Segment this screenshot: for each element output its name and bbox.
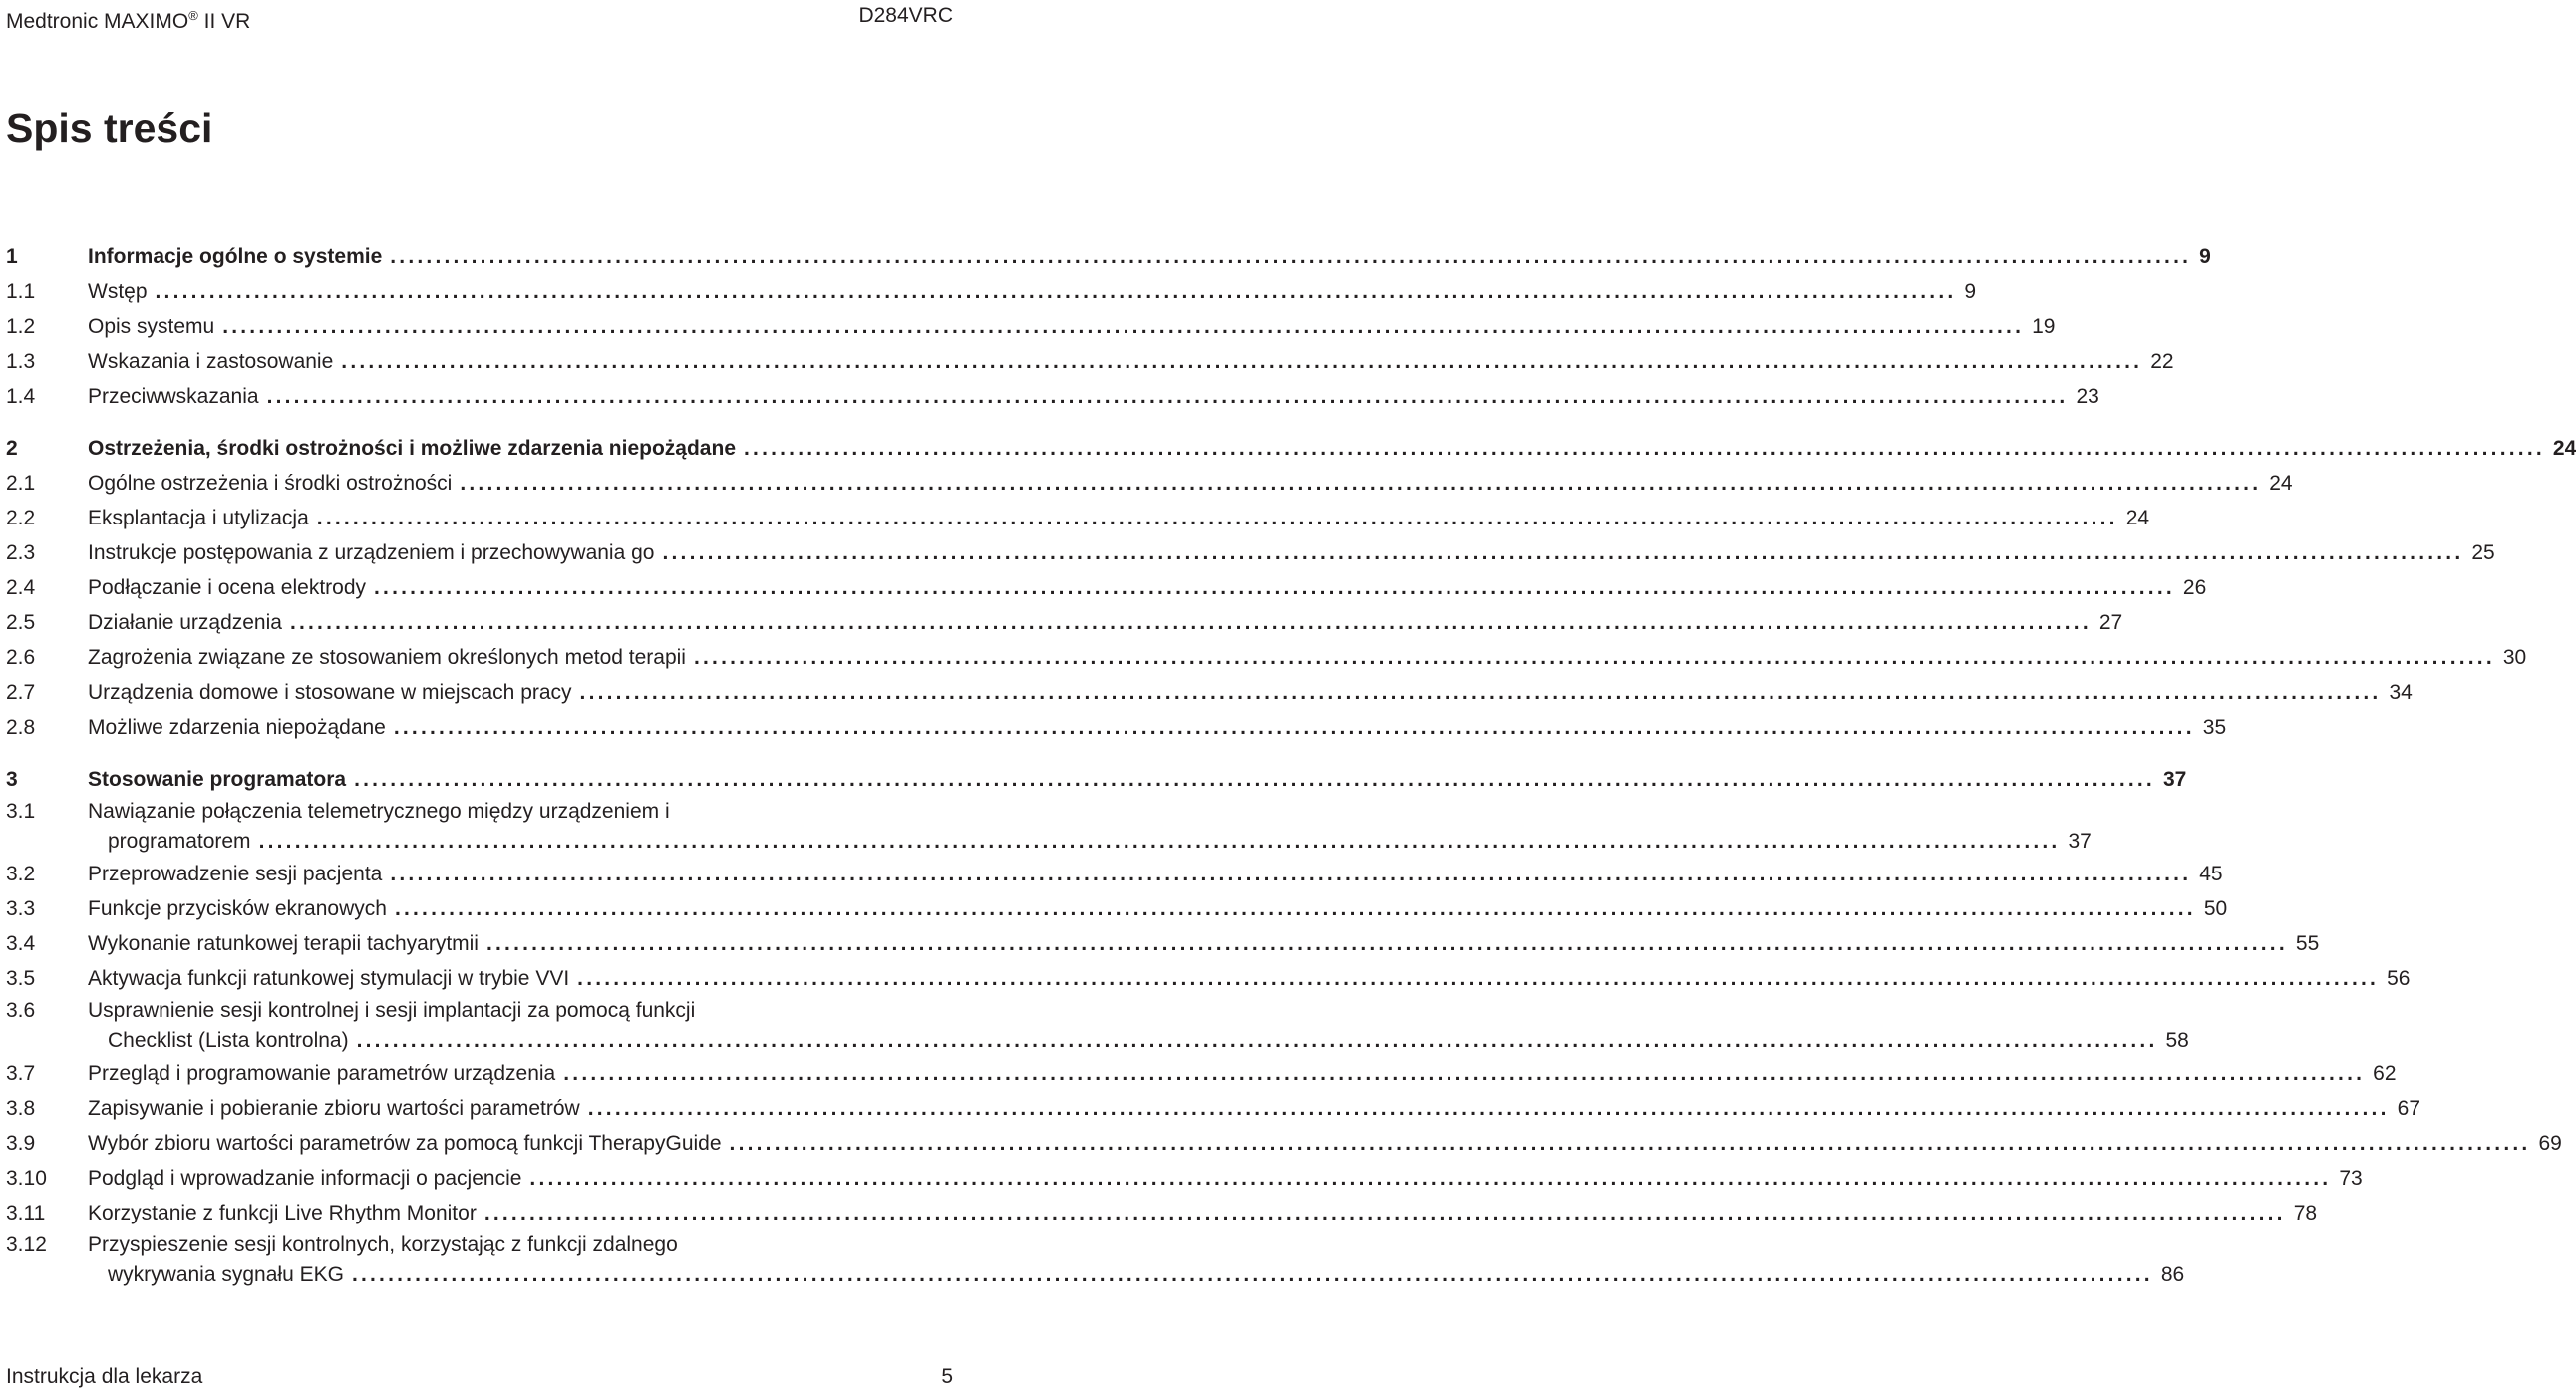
toc-entry-number: 2.7	[6, 681, 36, 704]
toc-entry-page: 19	[2032, 315, 2056, 338]
toc-entry-title: Działanie urządzenia	[88, 611, 282, 634]
dot-leader: ........................................................................................................................................................................................................	[390, 863, 2192, 885]
dot-leader: ........................................................................................................................................................................................................	[222, 315, 2025, 338]
toc-entry-number: 1.3	[6, 350, 36, 373]
toc-entry-title: Wstęp	[88, 280, 148, 303]
toc-entry-number: 1.4	[6, 385, 36, 408]
dot-leader: ........................................................................................................................................................................................................	[693, 646, 2495, 669]
dot-leader: ........................................................................................................................................................................................................	[390, 245, 2192, 268]
page-title: Spis treści	[6, 105, 213, 151]
toc-entry-number: 1	[6, 245, 18, 268]
toc-entry-page: 24	[2269, 472, 2293, 495]
toc-entry-title: Wykonanie ratunkowej terapii tachyarytmii	[88, 932, 479, 955]
dot-leader: ........................................................................................................................................................................................................	[316, 507, 2118, 529]
toc-entry-title: Podłączanie i ocena elektrody	[88, 576, 367, 599]
toc-entry[interactable]	[6, 1230, 2185, 1290]
toc-entry[interactable]	[6, 501, 2150, 535]
toc-entry-number: 1.2	[6, 315, 36, 338]
toc-entry-number: 3.8	[6, 1097, 36, 1120]
toc-entry[interactable]	[6, 274, 1977, 309]
toc-entry[interactable]	[6, 1126, 2562, 1161]
dot-leader: ........................................................................................................................................................................................................	[729, 1132, 2531, 1155]
toc-entry-page: 58	[2165, 1029, 2189, 1052]
toc-entry-number: 3.6	[6, 999, 36, 1022]
toc-entry-number: 3.11	[6, 1202, 46, 1224]
toc-entry-page: 56	[2387, 967, 2411, 990]
toc-entry-number: 1.1	[6, 280, 36, 303]
toc-entry-title: Możliwe zdarzenia niepożądane	[88, 716, 386, 739]
toc-entry-number: 2.6	[6, 646, 36, 669]
toc-entry-title: Instrukcje postępowania z urządzeniem i przechowywania go	[88, 541, 655, 564]
toc-entry-title: Wskazania i zastosowanie	[88, 350, 334, 373]
toc-entry[interactable]	[6, 710, 2227, 745]
toc-entry[interactable]	[6, 605, 2123, 640]
toc-entry[interactable]	[6, 379, 2099, 414]
dot-leader: ........................................................................................................................................................................................................	[341, 350, 2143, 373]
toc-entry-number: 3.1	[6, 800, 36, 823]
toc-entry-title: Zapisywanie i pobieranie zbioru wartości parametrów	[88, 1097, 580, 1120]
toc-entry-page: 30	[2502, 646, 2527, 669]
toc-entry-title: Ostrzeżenia, środki ostrożności i możliwe zdarzenia niepożądane	[88, 437, 736, 460]
toc-entry[interactable]	[6, 309, 2056, 344]
dot-leader: ........................................................................................................................................................................................................	[460, 472, 2262, 495]
toc-entry-page: 25	[2471, 541, 2495, 564]
toc-entry-page: 67	[2397, 1097, 2420, 1120]
toc-entry[interactable]	[6, 570, 2207, 605]
toc-entry-title: Nawiązanie połączenia telemetrycznego między urządzeniem i	[88, 800, 670, 823]
toc-entry-title: Przyspieszenie sesji kontrolnych, korzystając z funkcji zdalnego	[88, 1233, 678, 1256]
toc-entry-page: 24	[2125, 507, 2150, 529]
toc-entry-number: 2.5	[6, 611, 36, 634]
toc-entry-page: 34	[2389, 681, 2413, 704]
toc-entry-page: 9	[2199, 245, 2211, 268]
toc-entry-page: 9	[1964, 280, 1977, 303]
toc-entry-page: 55	[2295, 932, 2320, 955]
dot-leader: ........................................................................................................................................................................................................	[529, 1167, 2332, 1190]
toc-entry-title-continued: Checklist (Lista kontrolna)	[108, 1029, 349, 1052]
dot-leader: ........................................................................................................................................................................................................	[394, 897, 2196, 920]
toc-entry[interactable]	[6, 996, 2189, 1056]
footer-document-name: Instrukcja dla lekarza	[6, 1365, 203, 1388]
toc-entry-title: Stosowanie programatora	[88, 768, 347, 791]
dot-leader: ........................................................................................................................................................................................................	[374, 576, 2175, 599]
toc-entry-title-continued: wykrywania sygnału EKG	[108, 1263, 344, 1286]
dot-leader: ........................................................................................................................................................................................................	[485, 932, 2288, 955]
header-product-model: II VR	[197, 10, 251, 33]
toc-entry-page: 45	[2199, 863, 2223, 885]
toc-entry-title: Aktywacja funkcji ratunkowej stymulacji w trybie VVI	[88, 967, 570, 990]
toc-entry-page: 22	[2150, 350, 2174, 373]
toc-entry[interactable]	[6, 535, 2495, 570]
dot-leader: ........................................................................................................................................................................................................	[354, 768, 2155, 791]
registered-mark: ®	[188, 8, 198, 23]
toc-entry-page: 37	[2162, 768, 2187, 791]
toc-entry-page: 24	[2552, 437, 2576, 460]
toc-entry-title: Funkcje przycisków ekranowych	[88, 897, 387, 920]
toc-entry-number: 2.3	[6, 541, 36, 564]
toc-entry-title-continued: programatorem	[108, 830, 251, 853]
dot-leader: ........................................................................................................................................................................................................	[289, 611, 2092, 634]
toc-entry-title: Opis systemu	[88, 315, 215, 338]
dot-leader: ........................................................................................................................................................................................................	[356, 1029, 2158, 1052]
footer-page-number: 5	[941, 1365, 953, 1388]
toc-entry-page: 37	[2068, 830, 2092, 853]
toc-entry[interactable]	[6, 1056, 2397, 1091]
toc-entry-title: Korzystanie z funkcji Live Rhythm Monitor	[88, 1202, 477, 1224]
header-product-name: Medtronic MAXIMO	[6, 10, 189, 33]
toc-entry-number: 3.7	[6, 1062, 36, 1085]
toc-entry-page: 86	[2160, 1263, 2185, 1286]
dot-leader: ........................................................................................................................................................................................................	[579, 681, 2382, 704]
toc-entry-number: 3.10	[6, 1167, 47, 1190]
toc-entry[interactable]	[6, 675, 2413, 710]
toc-entry-number: 3.4	[6, 932, 36, 955]
toc-entry-page: 73	[2339, 1167, 2363, 1190]
toc-entry-title: Przeprowadzenie sesji pacjenta	[88, 863, 383, 885]
toc-entry-title: Ogólne ostrzeżenia i środki ostrożności	[88, 472, 453, 495]
toc-entry[interactable]	[6, 961, 2411, 996]
toc-entry-title: Urządzenia domowe i stosowane w miejscach pracy	[88, 681, 572, 704]
dot-leader: ........................................................................................................................................................................................................	[266, 385, 2069, 408]
toc-entry-page: 35	[2202, 716, 2227, 739]
dot-leader: ........................................................................................................................................................................................................	[587, 1097, 2390, 1120]
toc-entry-title: Wybór zbioru wartości parametrów za pomocą funkcji TherapyGuide	[88, 1132, 722, 1155]
toc-entry-page: 50	[2203, 897, 2228, 920]
dot-leader: ........................................................................................................................................................................................................	[351, 1263, 2153, 1286]
toc-entry-page: 78	[2293, 1202, 2318, 1224]
toc-entry-number: 3.12	[6, 1233, 47, 1256]
toc-entry-title: Eksplantacja i utylizacja	[88, 507, 309, 529]
toc-entry[interactable]	[6, 466, 2293, 501]
dot-leader: ........................................................................................................................................................................................................	[577, 967, 2380, 990]
toc-entry-page: 69	[2538, 1132, 2562, 1155]
running-header-code: D284VRC	[858, 4, 953, 27]
toc-entry[interactable]	[6, 1161, 2363, 1196]
running-header-product	[6, 2, 250, 36]
dot-leader: ........................................................................................................................................................................................................	[662, 541, 2464, 564]
toc-entry[interactable]	[6, 1196, 2318, 1230]
toc-entry[interactable]	[6, 344, 2174, 379]
toc-entry-number: 2.1	[6, 472, 36, 495]
dot-leader: ........................................................................................................................................................................................................	[483, 1202, 2286, 1224]
dot-leader: ........................................................................................................................................................................................................	[744, 437, 2545, 460]
dot-leader: ........................................................................................................................................................................................................	[393, 716, 2195, 739]
toc-entry[interactable]	[6, 891, 2228, 926]
toc-entry-title: Informacje ogólne o systemie	[88, 245, 383, 268]
toc-entry[interactable]	[6, 926, 2320, 961]
dot-leader: ........................................................................................................................................................................................................	[155, 280, 1957, 303]
toc-entry-title: Przegląd i programowanie parametrów urządzenia	[88, 1062, 556, 1085]
toc-entry-page: 23	[2076, 385, 2099, 408]
dot-leader: ........................................................................................................................................................................................................	[258, 830, 2061, 853]
toc-entry[interactable]	[6, 797, 2092, 857]
toc-entry-page: 27	[2098, 611, 2123, 634]
toc-entry[interactable]	[6, 239, 2211, 274]
toc-entry-number: 2.8	[6, 716, 36, 739]
toc-entry-page: 26	[2182, 576, 2207, 599]
toc-entry-title: Przeciwwskazania	[88, 385, 259, 408]
toc-entry-title: Usprawnienie sesji kontrolnej i sesji implantacji za pomocą funkcji	[88, 999, 696, 1022]
toc-entry-title: Zagrożenia związane ze stosowaniem określonych metod terapii	[88, 646, 686, 669]
dot-leader: ........................................................................................................................................................................................................	[563, 1062, 2366, 1085]
toc-entry-number: 3.3	[6, 897, 36, 920]
toc-entry-number: 3.9	[6, 1132, 36, 1155]
toc-entry-number: 3.5	[6, 967, 36, 990]
toc-entry-number: 2.4	[6, 576, 36, 599]
toc-entry-title: Podgląd i wprowadzanie informacji o pacjencie	[88, 1167, 522, 1190]
toc-entry[interactable]	[6, 1091, 2420, 1126]
toc-entry-number: 2	[6, 437, 18, 460]
toc-entry-page: 62	[2373, 1062, 2397, 1085]
toc-entry[interactable]	[6, 640, 2527, 675]
table-of-contents	[6, 239, 2576, 1290]
toc-entry-number: 3	[6, 768, 18, 791]
toc-entry[interactable]	[6, 431, 2576, 466]
toc-entry[interactable]	[6, 762, 2187, 797]
toc-entry[interactable]	[6, 857, 2223, 891]
toc-entry-number: 2.2	[6, 507, 36, 529]
toc-entry-number: 3.2	[6, 863, 36, 885]
